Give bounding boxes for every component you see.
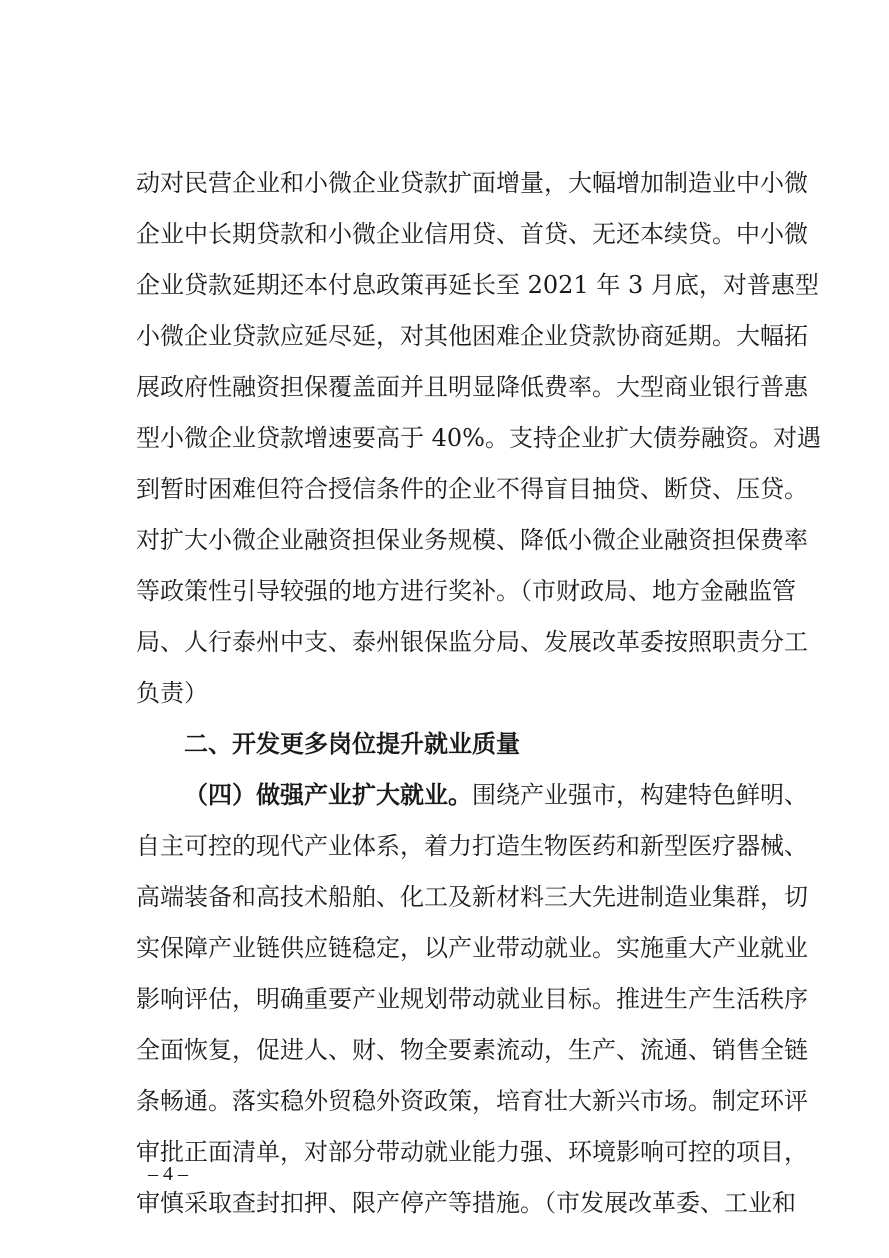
text-line: 实保障产业链供应链稳定，以产业带动就业。实施重大产业就业 <box>136 934 808 962</box>
paragraph-continued <box>136 158 821 719</box>
text-line: 自主可控的现代产业体系，着力打造生物医药和新型医疗器械、 <box>136 832 808 860</box>
text-line: 展政府性融资担保覆盖面并且明显降低费率。大型商业银行普惠 <box>136 373 808 401</box>
text-line: 企业贷款延期还本付息政策再延长至 2021 年 3 月底，对普惠型 <box>136 271 819 299</box>
text-line: 审慎采取查封扣押、限产停产等措施。（市发展改革委、工业和 <box>136 1189 796 1217</box>
text-line: 小微企业贷款应延尽延，对其他困难企业贷款协商延期。大幅拓 <box>136 322 808 350</box>
text-line: 高端装备和高技术船舶、化工及新材料三大先进制造业集群，切 <box>136 883 808 911</box>
text-line: 企业中长期贷款和小微企业信用贷、首贷、无还本续贷。中小微 <box>136 220 808 248</box>
text-line: 对扩大小微企业融资担保业务规模、降低小微企业融资担保费率 <box>136 526 808 554</box>
section-heading: 二、开发更多岗位提升就业质量 <box>184 730 520 758</box>
text-line: 负责） <box>136 679 208 707</box>
text-line: 全面恢复，促进人、财、物全要素流动，生产、流通、销售全链 <box>136 1036 808 1064</box>
text-line: 条畅通。落实稳外贸稳外资政策，培育壮大新兴市场。制定环评 <box>136 1087 808 1115</box>
text-line: 型小微企业贷款增速要高于 40%。支持企业扩大债券融资。对遇 <box>136 424 821 452</box>
text-line: 等政策性引导较强的地方进行奖补。（市财政局、地方金融监管 <box>136 577 796 605</box>
paragraph-first-line-text: 围绕产业强市，构建特色鲜明、 <box>472 781 808 809</box>
text-line: 动对民营企业和小微企业贷款扩面增量，大幅增加制造业中小微 <box>136 169 808 197</box>
text-line: 影响评估，明确重要产业规划带动就业目标。推进生产生活秩序 <box>136 985 808 1013</box>
text-line: 局、人行泰州中支、泰州银保监分局、发展改革委按照职责分工 <box>136 628 808 656</box>
text-line: 审批正面清单，对部分带动就业能力强、环境影响可控的项目， <box>136 1138 808 1166</box>
paragraph-lead: （四）做强产业扩大就业。 <box>184 781 472 809</box>
body-text <box>136 158 821 1229</box>
paragraph-four <box>136 770 808 1229</box>
page-number: – 4 – <box>148 1163 188 1185</box>
paragraph-first-line <box>136 770 808 821</box>
text-line: 到暂时困难但符合授信条件的企业不得盲目抽贷、断贷、压贷。 <box>136 475 808 503</box>
